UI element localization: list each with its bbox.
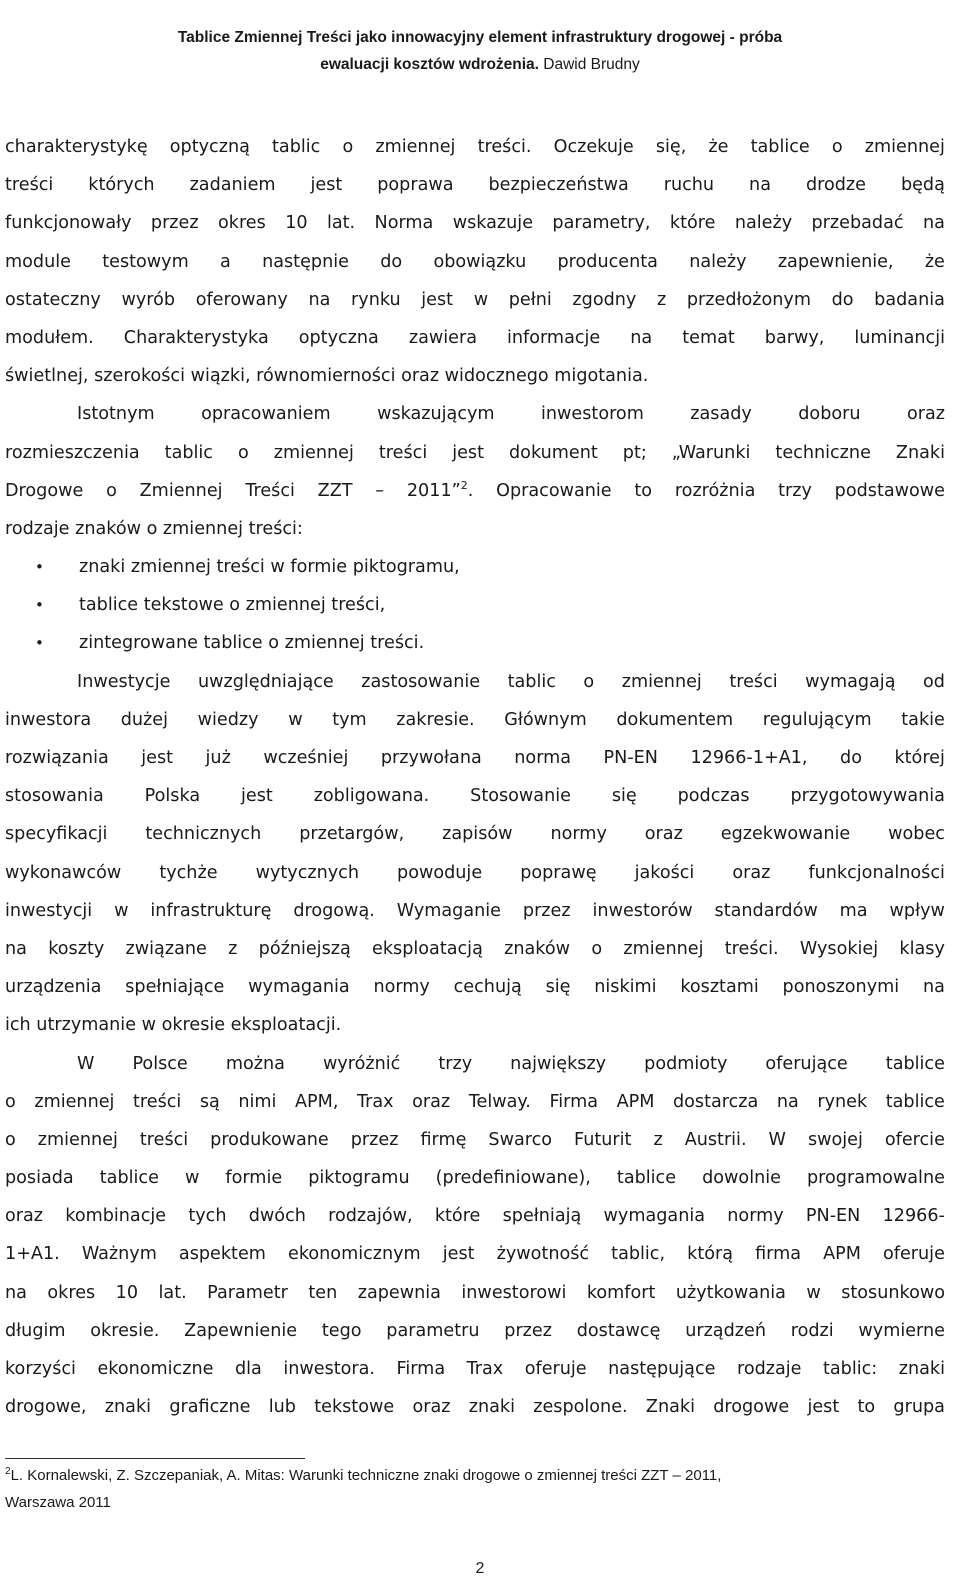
bullet-icon: • xyxy=(35,596,44,615)
paragraph-line: długim okresie. Zapewnienie tego parametru przez dostawcę urządzeń rodzi wymierne xyxy=(5,1320,945,1341)
paragraph-line: treści których zadaniem jest poprawa bezpieczeństwa ruchu na drodze będą xyxy=(5,175,945,196)
paragraph-line: funkcjonowały przez okres 10 lat. Norma wskazuje parametry, które należy przebadać na xyxy=(5,213,945,234)
footnote xyxy=(5,1462,945,1516)
header-title-line2: ewaluacji kosztów wdrożenia. Dawid Brudny xyxy=(320,56,640,73)
paragraph-line: rozmieszczenia tablic o zmiennej treści jest dokument pt; „Warunki techniczne Znaki xyxy=(5,442,945,463)
paragraph-line: rozwiązania jest już wcześniej przywołana norma PN-EN 12966-1+A1, do której xyxy=(5,748,945,768)
header-author: Dawid Brudny xyxy=(538,56,640,73)
paragraph-line: świetlnej, szerokości wiązki, równomierności oraz widocznego migotania. xyxy=(5,366,649,387)
paragraph-line: ich utrzymanie w okresie eksploatacji. xyxy=(5,1015,342,1036)
paragraph-line: stosowania Polska jest zobligowana. Stosowanie się podczas przygotowywania xyxy=(5,786,945,807)
paragraph-line: specyfikacji technicznych przetargów, zapisów normy oraz egzekwowanie wobec xyxy=(5,824,945,845)
paragraph-line: na okres 10 lat. Parametr ten zapewnia inwestorowi komfort użytkowania w stosunkowo xyxy=(5,1282,945,1303)
header-title-line1: Tablice Zmiennej Treści jako innowacyjny element infrastruktury drogowej - próba xyxy=(177,29,783,46)
footnote-separator xyxy=(5,1458,305,1459)
footnote-line: $^2$L. Kornalewski, Z. Szczepaniak, A. Mitas: Warunki techniczne znaki drogowe o zmiennej treści ZZT – 2011, xyxy=(5,1466,722,1484)
paragraph-line: rodzaje znaków o zmiennej treści: xyxy=(5,518,303,539)
paragraph-line: inwestycji w infrastrukturę drogową. Wymaganie przez inwestorów standardów ma wpływ xyxy=(5,900,945,921)
paragraph-line: 1+A1. Ważnym aspektem ekonomicznym jest żywotność tablic, którą firma APM oferuje xyxy=(5,1244,945,1265)
paragraph-line: W Polsce można wyróżnić trzy największy podmioty oferujące tablice xyxy=(77,1053,945,1074)
paragraph-line: module testowym a następnie do obowiązku producenta należy zapewnienie, że xyxy=(5,251,945,272)
paragraph-line: oraz kombinacje tych dwóch rodzajów, które spełniają wymagania normy PN-EN 12966- xyxy=(5,1206,945,1227)
paragraph-line: na koszty związane z późniejszą eksploatacją znaków o zmiennej treści. Wysokiej klasy xyxy=(5,938,945,959)
paragraph-line: inwestora dużej wiedzy w tym zakresie. Głównym dokumentem regulującym takie xyxy=(5,709,945,730)
list-item: • zintegrowane tablice o zmiennej treści. xyxy=(5,624,945,662)
footnote-line: Warszawa 2011 xyxy=(5,1494,111,1511)
bullet-icon: • xyxy=(35,558,44,577)
list-item: • tablice tekstowe o zmiennej treści, xyxy=(5,586,945,624)
paragraph-line: ostateczny wyrób oferowany na rynku jest w pełni zgodny z przedłożonym do badania xyxy=(5,289,945,310)
page-number: 2 xyxy=(475,1560,485,1577)
paragraph-line: wykonawców tychże wytycznych powoduje poprawę jakości oraz funkcjonalności xyxy=(5,862,945,883)
running-header xyxy=(0,24,960,78)
list-item: • znaki zmiennej treści w formie piktogramu, xyxy=(5,548,945,586)
paragraph-line: urządzenia spełniające wymagania normy cechują się niskimi kosztami ponoszonymi na xyxy=(5,977,945,998)
footnote-marker: 2 xyxy=(5,1466,11,1477)
bullet-icon: • xyxy=(35,634,44,653)
paragraph-line: o zmiennej treści są nimi APM, Trax oraz Telway. Firma APM dostarcza na rynek tablice xyxy=(5,1091,945,1112)
paragraph-line: o zmiennej treści produkowane przez firmę Swarco Futurit z Austrii. W swojej ofercie xyxy=(5,1129,945,1150)
paragraph-line: posiada tablice w formie piktogramu (predefiniowane), tablice dowolnie programowalne xyxy=(5,1168,945,1189)
paragraph-line: korzyści ekonomiczne dla inwestora. Firma Trax oferuje następujące rodzaje tablic: znaki xyxy=(5,1359,945,1379)
footnote-reference: 2 xyxy=(460,478,468,492)
paragraph-line: charakterystykę optyczną tablic o zmiennej treści. Oczekuje się, że tablice o zmiennej xyxy=(5,137,945,157)
paragraph-line: Istotnym opracowaniem wskazującym inwestorom zasady doboru oraz xyxy=(77,404,945,425)
paragraph-line: drogowe, znaki graficzne lub tekstowe oraz znaki zespolone. Znaki drogowe jest to grupa xyxy=(5,1397,945,1418)
paragraph-line-with-footnote: Drogowe o Zmiennej Treści ZZT – 2011”$^2$. Opracowanie to rozróżnia trzy podstawowe xyxy=(5,478,945,501)
paragraph-line: modułem. Charakterystyka optyczna zawiera informacje na temat barwy, luminancji xyxy=(5,327,945,348)
body-text xyxy=(5,128,945,1426)
paragraph-line: Inwestycje uwzględniające zastosowanie tablic o zmiennej treści wymagają od xyxy=(77,671,945,692)
